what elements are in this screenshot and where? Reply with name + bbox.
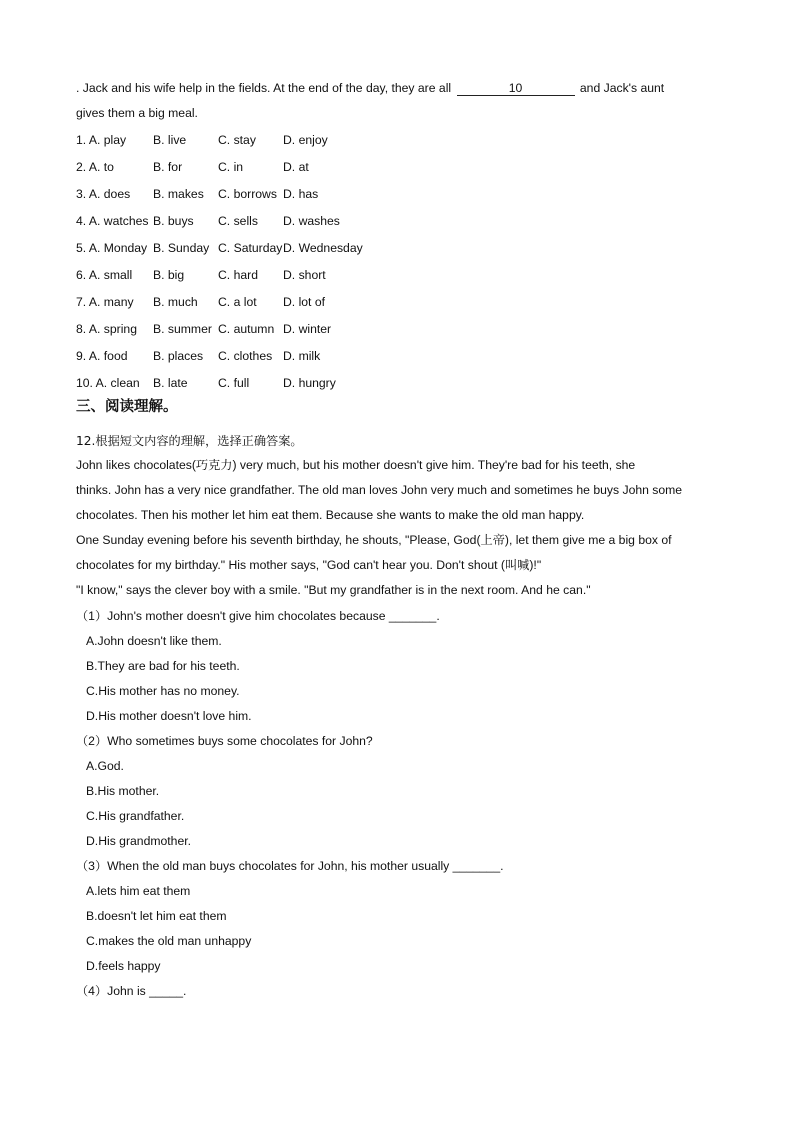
question-option: B.His mother. — [86, 784, 160, 798]
cloze-option: 2. A. to — [76, 160, 114, 174]
question-stem: （4）John is _____. — [76, 984, 187, 998]
question-option: C.His grandfather. — [86, 809, 185, 823]
cloze-option: C. in — [218, 160, 244, 174]
cloze-option: B. places — [153, 349, 204, 363]
section-title: 三、阅读理解。 — [76, 399, 178, 415]
question-option: D.feels happy — [86, 959, 161, 973]
cloze-option: 3. A. does — [76, 187, 131, 201]
cloze-option: 1. A. play — [76, 133, 127, 147]
cloze-option: 9. A. food — [76, 349, 128, 363]
passage-line: thinks. John has a very nice grandfather. The old man loves John very much and sometimes he buys John some — [76, 483, 683, 497]
cloze-option: 8. A. spring — [76, 322, 137, 336]
cloze-option: 6. A. small — [76, 268, 133, 282]
passage-line: chocolates. Then his mother let him eat them. Because she wants to make the old man happy. — [76, 508, 585, 522]
cloze-option: D. milk — [283, 349, 321, 363]
cloze-option: 10. A. clean — [76, 376, 140, 390]
cloze-option: D. winter — [283, 322, 332, 336]
cloze-intro-before: . Jack and his wife help in the fields. At the end of the day, they are all — [76, 81, 455, 95]
cloze-option: C. full — [218, 376, 250, 390]
question-stem: （1）John's mother doesn't give him chocolates because _______. — [76, 609, 440, 623]
cloze-intro-line-1 — [76, 80, 664, 96]
cloze-option: B. much — [153, 295, 198, 309]
question-option: A.God. — [86, 759, 124, 773]
cloze-option: B. live — [153, 133, 187, 147]
cloze-option: D. short — [283, 268, 326, 282]
cloze-option: D. lot of — [283, 295, 325, 309]
cloze-option: 4. A. watches — [76, 214, 149, 228]
cloze-option: D. enjoy — [283, 133, 328, 147]
cloze-option: 5. A. Monday — [76, 241, 148, 255]
cloze-option: B. summer — [153, 322, 212, 336]
question-stem: （2）Who sometimes buys some chocolates for John? — [76, 734, 373, 748]
cloze-option: D. hungry — [283, 376, 336, 390]
cloze-option: C. hard — [218, 268, 258, 282]
passage-line: "I know," says the clever boy with a smile. "But my grandfather is in the next room. And he can." — [76, 583, 591, 597]
cloze-option: D. at — [283, 160, 309, 174]
question-option: A.lets him eat them — [86, 884, 191, 898]
cloze-option: D. has — [283, 187, 319, 201]
cloze-option: C. clothes — [218, 349, 273, 363]
cloze-option: D. washes — [283, 214, 340, 228]
cloze-option: B. Sunday — [153, 241, 210, 255]
cloze-option: B. for — [153, 160, 183, 174]
cloze-intro-after: and Jack's aunt — [576, 81, 665, 95]
question-option: C.makes the old man unhappy — [86, 934, 252, 948]
question-option: C.His mother has no money. — [86, 684, 240, 698]
passage-line: One Sunday evening before his seventh birthday, he shouts, "Please, God(上帝), let them give me a big box of — [76, 533, 672, 547]
question-option: B.They are bad for his teeth. — [86, 659, 240, 673]
cloze-option: B. big — [153, 268, 185, 282]
cloze-option: C. stay — [218, 133, 256, 147]
question-option: D.His mother doesn't love him. — [86, 709, 252, 723]
cloze-option: C. a lot — [218, 295, 257, 309]
cloze-option: B. buys — [153, 214, 194, 228]
reading-instruction: 12.根据短文内容的理解，选择正确答案。 — [76, 434, 303, 448]
cloze-option: C. borrows — [218, 187, 277, 201]
question-stem: （3）When the old man buys chocolates for John, his mother usually _______. — [76, 859, 504, 873]
cloze-intro-line-2: gives them a big meal. — [76, 106, 198, 120]
cloze-option: B. makes — [153, 187, 204, 201]
cloze-option: 7. A. many — [76, 295, 134, 309]
passage-line: chocolates for my birthday." His mother says, "God can't hear you. Don't shout (叫喊)!" — [76, 558, 542, 572]
cloze-option: C. sells — [218, 214, 258, 228]
cloze-option: C. autumn — [218, 322, 275, 336]
passage-line: John likes chocolates(巧克力) very much, but his mother doesn't give him. They're bad for his teeth, she — [76, 458, 636, 472]
cloze-option: D. Wednesday — [283, 241, 363, 255]
question-option: A.John doesn't like them. — [86, 634, 222, 648]
cloze-option: C. Saturday — [218, 241, 283, 255]
cloze-option: B. late — [153, 376, 188, 390]
cloze-blank-10: 10 — [457, 82, 575, 96]
question-option: D.His grandmother. — [86, 834, 191, 848]
question-option: B.doesn't let him eat them — [86, 909, 227, 923]
